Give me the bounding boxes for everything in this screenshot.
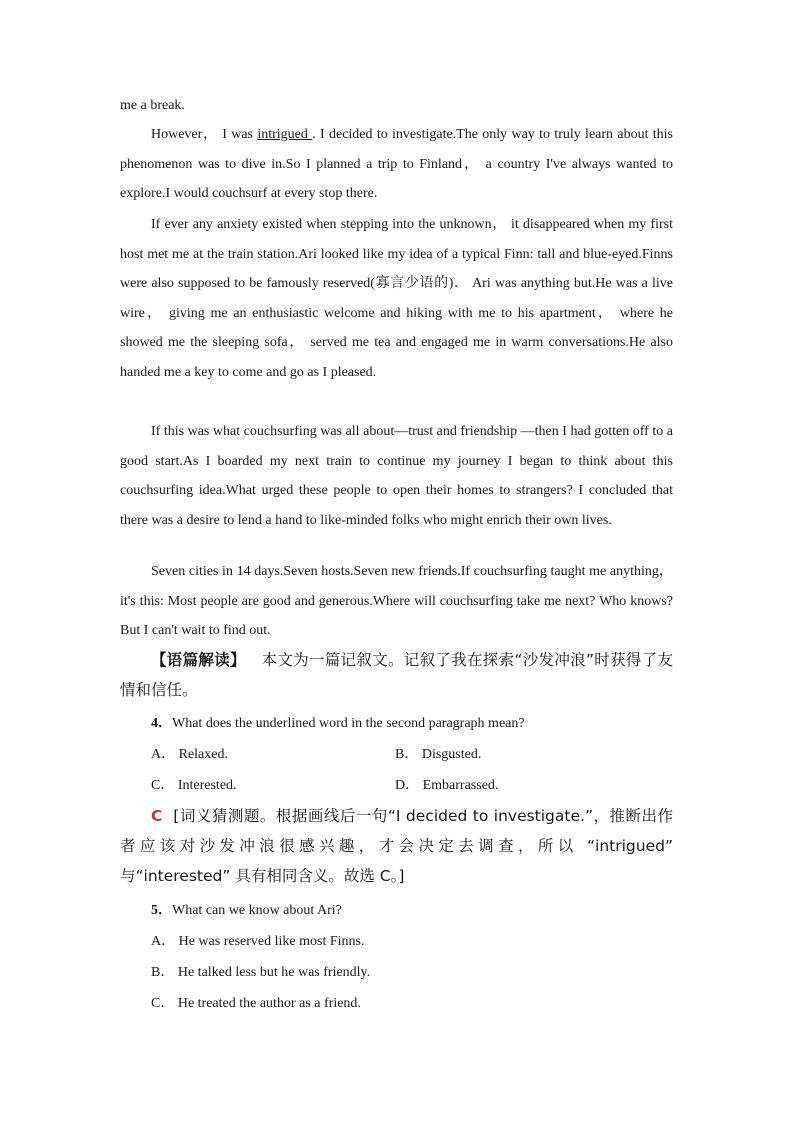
question-5 xyxy=(151,899,342,919)
passage-paragraph-2: If ever any anxiety existed when stepping into the unknown， it disappeared when my first host met me at the train station.Ari looked like my idea of a typical Finn: tall and blue-eyed.Finns were also supposed to be famously reserved(寡言少语的)． Ari was anything but.He was a live wire， giving me an enthusiastic welcome and hiking with me to his apartment， where he showed me the sleeping sofa， served me tea and engaged me in warm conversations.He also handed me a key to come and go as I pleased. xyxy=(120,217,673,380)
answer-4: C xyxy=(151,807,163,825)
analysis-section xyxy=(120,645,673,705)
underlined-word: intrigued xyxy=(257,127,313,142)
passage-paragraph-4: Seven cities in 14 days.Seven hosts.Seven new friends.If couchsurfing taught me anything， it's this: Most people are good and generous.Where will couchsurfing take me next? Who knows? But I can't wait to find out. xyxy=(120,564,673,638)
paragraph-1-start: However， I was xyxy=(151,127,258,142)
question-4-stem: What does the underlined word in the second paragraph mean? xyxy=(172,716,525,731)
analysis-text: 本文为一篇记叙文。记叙了我在探索“沙发冲浪”时获得了友情和信任。 xyxy=(120,651,673,699)
option-4c: C． Interested. xyxy=(151,778,237,793)
option-4d: D． Embarrassed. xyxy=(395,778,499,793)
analysis-label: 【语篇解读】 xyxy=(151,651,246,669)
option-5b: B． He talked less but he was friendly. xyxy=(151,965,371,980)
question-5-number: 5． xyxy=(151,903,172,918)
paragraph-1-rest: . I decided to investigate.The only way to truly learn about this phenomenon was to dive in.So I planned a trip to Finland， a country I've always wanted to explore.I would couchsurf at every stop there. xyxy=(120,127,673,201)
explanation-4-text: [词义猜测题。根据画线后一句“I decided to investigate.”，推断出作者应该对沙发冲浪很感兴趣，才会决定去调查，所以 “intrigued” 与“interested” 具有相同含义。故选 C。] xyxy=(120,807,673,885)
answer-explanation-4 xyxy=(120,801,673,891)
question-4-number: 4． xyxy=(151,716,172,731)
passage-paragraph-3: If this was what couchsurfing was all about—trust and friendship —then I had gotten off to a good start.As I boarded my next train to continue my journey I began to think about this couchsurfing idea.What urged these people to open their homes to strangers? I concluded that there was a desire to lend a hand to like-minded folks who might enrich their own lives. xyxy=(120,424,673,528)
question-5-stem: What can we know about Ari? xyxy=(172,903,342,918)
passage-line-continued: me a break. xyxy=(120,98,185,113)
option-4b: B． Disgusted. xyxy=(395,747,482,762)
question-4 xyxy=(151,712,525,732)
option-5a: A． He was reserved like most Finns. xyxy=(151,934,365,949)
option-4a: A． Relaxed. xyxy=(151,747,228,762)
option-5c: C． He treated the author as a friend. xyxy=(151,996,361,1011)
passage-paragraph-1 xyxy=(120,120,673,209)
